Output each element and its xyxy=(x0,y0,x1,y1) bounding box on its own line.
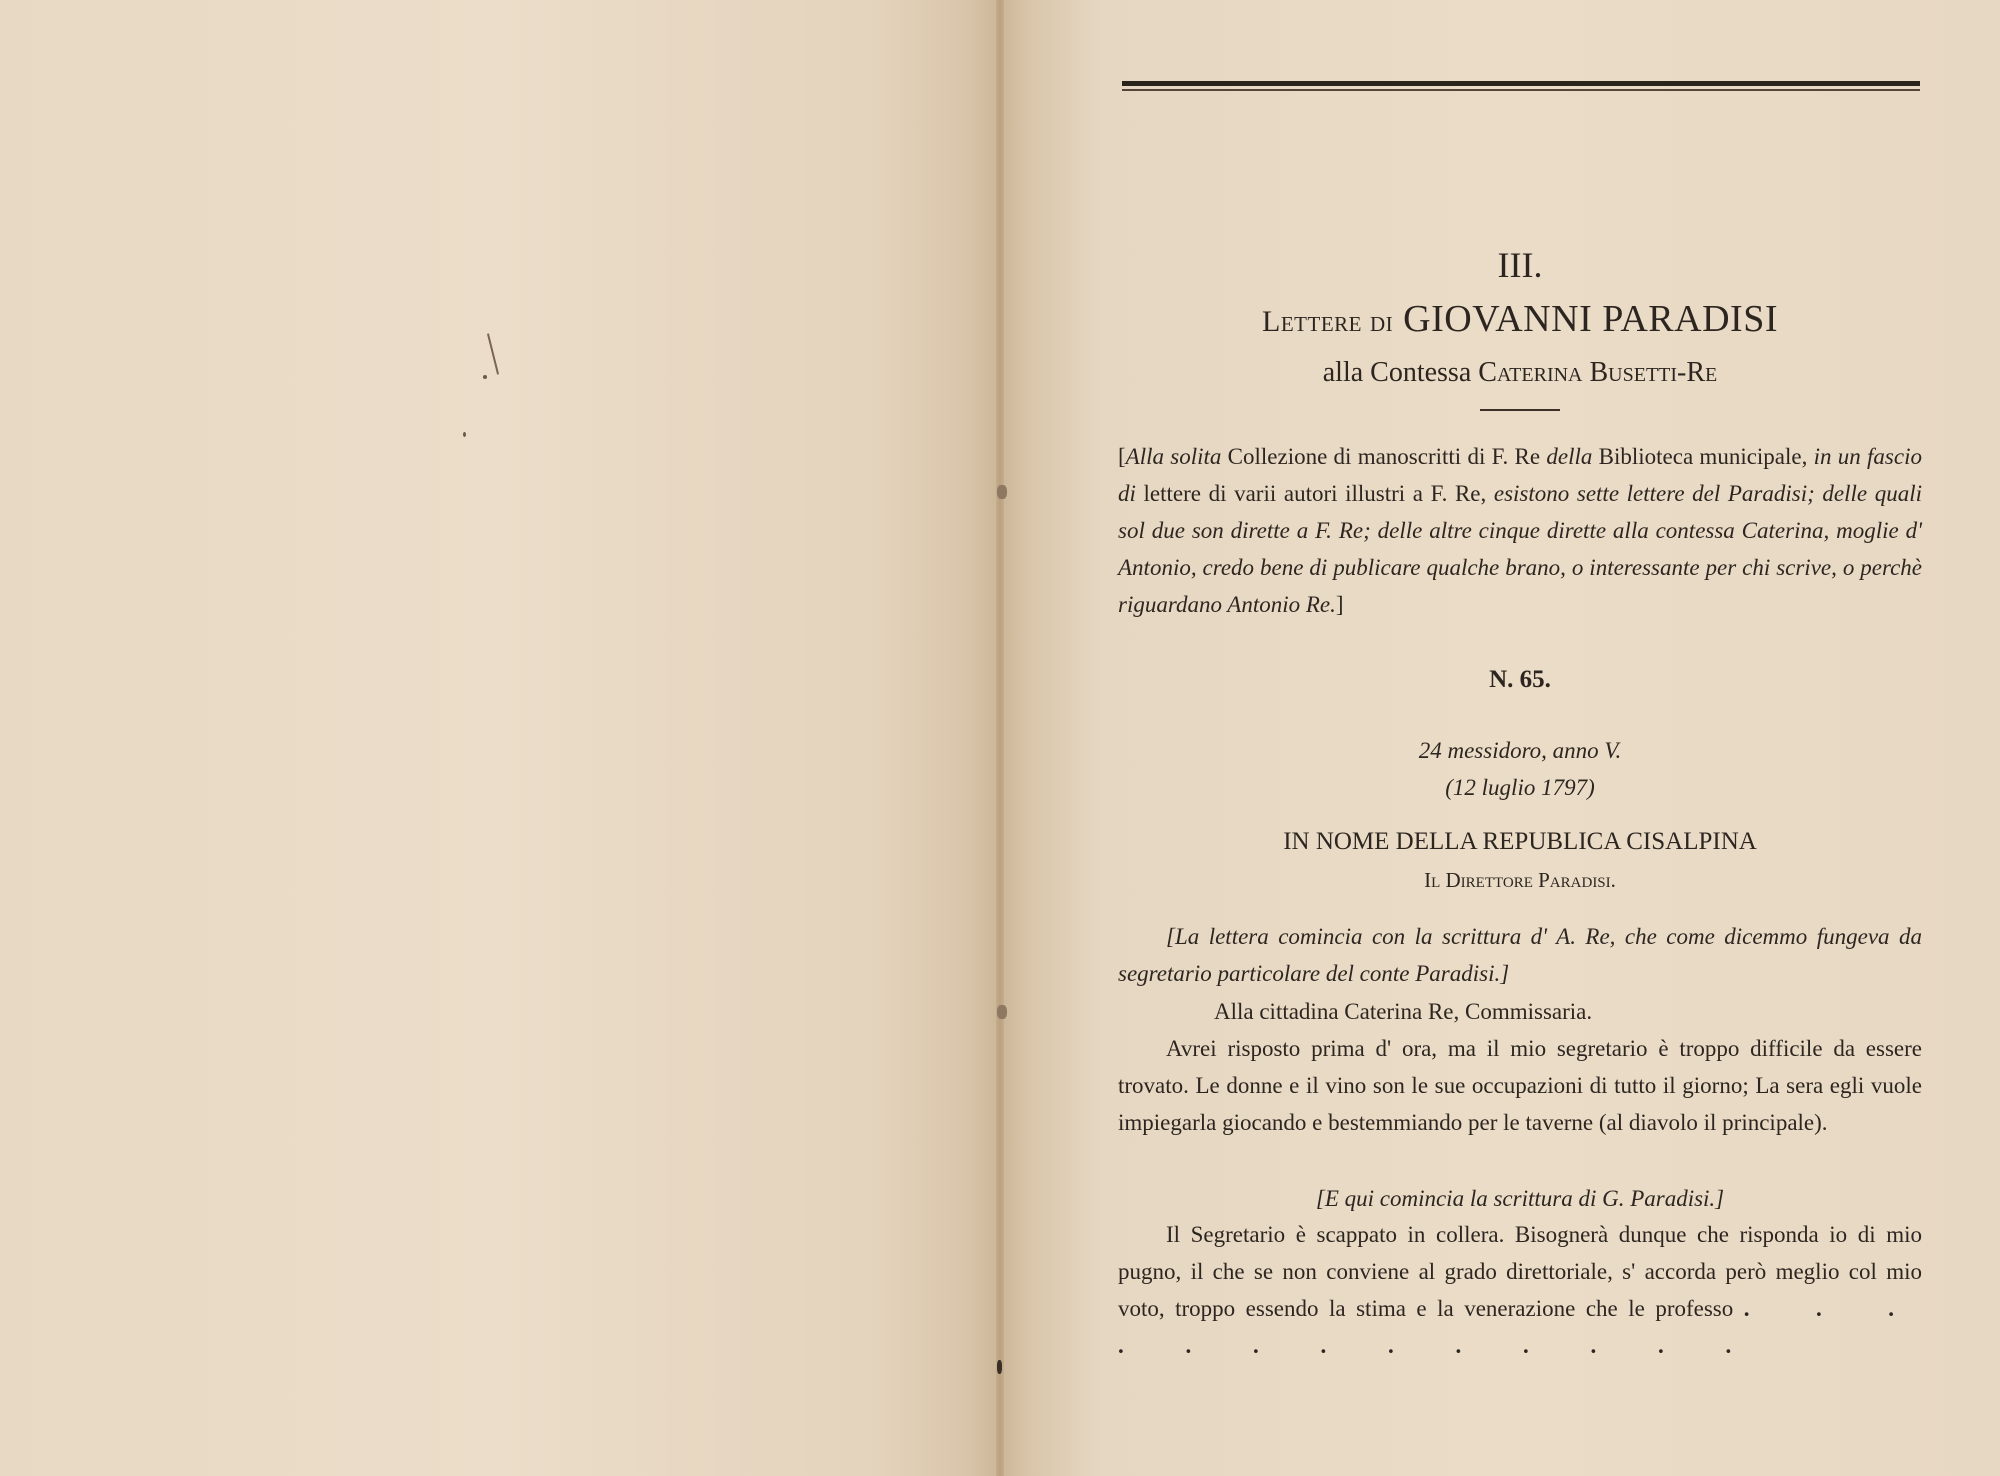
binding-thread xyxy=(997,1360,1002,1374)
title-name: GIOVANNI PARADISI xyxy=(1403,298,1778,340)
letter-address: Alla cittadina Caterina Re, Commissaria. xyxy=(1214,999,1593,1024)
letter-date-gregorian: (12 luglio 1797) xyxy=(1445,775,1595,800)
title-prefix: Lettere di xyxy=(1262,305,1394,338)
intro-part: in un fascio di xyxy=(1118,444,1922,506)
letterhead-republic: IN NOME DELLA REPUBLICA CISALPINA xyxy=(1283,828,1757,855)
intro-part: della xyxy=(1546,444,1593,469)
intro-bracket-close: ] xyxy=(1335,592,1344,617)
omission-dots: . . . . . . . . . . . . . xyxy=(1118,1296,1923,1358)
book-gutter xyxy=(996,0,1004,1476)
paper-speck xyxy=(463,432,466,437)
paper-speck xyxy=(483,375,487,379)
editor-note: [E qui comincia la scrittura di G. Paradisi.] xyxy=(1315,1186,1725,1211)
editorial-introduction xyxy=(1118,438,1922,623)
chapter-title xyxy=(1120,297,1920,341)
letter-paragraph xyxy=(1118,1216,1922,1364)
header-rule-thick xyxy=(1122,81,1920,86)
letter-date: 24 messidoro, anno V. xyxy=(1418,738,1622,763)
binding-hole xyxy=(997,1005,1007,1019)
letter-number: N. 65. xyxy=(1489,666,1551,693)
intro-part: Alla solita xyxy=(1125,444,1222,469)
intro-part: lettere di varii autori illustri a F. Re, xyxy=(1135,481,1494,506)
subtitle-lead: alla Contessa xyxy=(1322,357,1472,388)
subtitle-name: Caterina Busetti-Re xyxy=(1478,357,1718,388)
chapter-subtitle xyxy=(1120,357,1920,389)
intro-part: Biblioteca municipale, xyxy=(1592,444,1814,469)
intro-part: Collezione di manoscritti di F. Re xyxy=(1221,444,1547,469)
letterhead-director: Il Direttore Paradisi. xyxy=(1424,868,1616,892)
title-divider xyxy=(1480,409,1560,411)
letter-paragraph-text: Il Segretario è scappato in collera. Bisognerà dunque che risponda io di mio pugno, il che se non conviene al grado direttoriale, s' accorda però meglio col mio voto, troppo essendo la stima e la venerazione che le professo xyxy=(1118,1222,1922,1321)
letter-paragraph: Avrei risposto prima d' ora, ma il mio segretario è troppo difficile da essere trovato. Le donne e il vino son le sue occupazioni di tutto il giorno; La sera egli vuole impiegarla giocando e bestemmiando per le taverne (al diavolo il principale). xyxy=(1118,1036,1922,1135)
section-number: III. xyxy=(1497,245,1543,285)
intro-part: esistono sette lettere del Paradisi; delle quali sol due son dirette a F. Re; delle altre cinque dirette alla contessa Caterina, moglie d' Antonio, credo bene di publicare qualche brano, o interessante per chi scrive, o perchè riguardano Antonio Re. xyxy=(1118,481,1922,617)
binding-hole xyxy=(997,485,1007,499)
intro-bracket-open: [ xyxy=(1118,444,1126,469)
editor-note: [La lettera comincia con la scrittura d' A. Re, che come dicemmo fungeva da segretario particolare del conte Paradisi.] xyxy=(1118,924,1922,986)
header-rule-thin xyxy=(1122,89,1920,91)
